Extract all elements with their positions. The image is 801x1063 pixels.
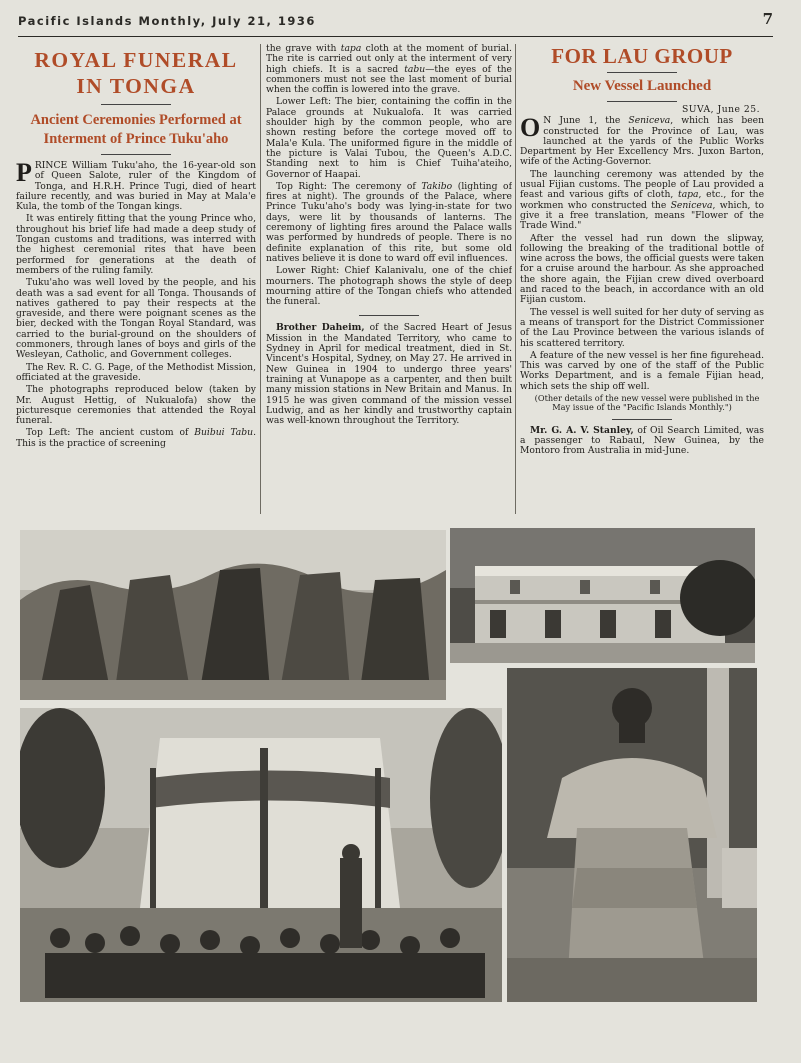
- subhead-rule: [607, 101, 677, 102]
- paragraph-text: , which has been constructed for the Province of Lau, was launched at the yards of the Public Works Department by Her Excellency Mrs. Juxon Barton, wife of the Acting-Governor.: [520, 115, 764, 168]
- article-paragraph: The Rev. R. C. G. Page, of the Methodist Mission, officiated at the graveside.: [16, 361, 256, 383]
- drop-cap: O: [520, 113, 541, 143]
- column-3: [520, 44, 764, 516]
- column-divider: [515, 44, 516, 514]
- article-paragraph: The photographs reproduced below (taken by Mr. August Hettig, of Nukualofa) show the picturesque ceremonies that attended the Royal funeral.: [16, 384, 256, 427]
- paragraph-text: The launching ceremony was attended by the usual Fijian customs. The people of Lau provided a feast and various gifts of cloth,: [520, 168, 764, 201]
- paragraph-text: (lighting of fires at night). The grounds of the Palace, where Prince Tuku'aho's body was lying-in-state for two days, were lit by thousands of lanterns. The ceremony of lighting fires around the Palace walls was performed by hundreds of people. There is no definite explanation of this rite, but some old natives believe it is done to ward off evil influences.: [266, 180, 512, 264]
- column-2: [266, 44, 512, 516]
- paragraph-text: This is the practice of screening: [16, 437, 166, 449]
- photo-bier: [20, 708, 502, 1002]
- running-header: [18, 10, 773, 36]
- editor-note: (Other details of the new vessel were published in the May issue of the "Pacific Islands Monthly."): [534, 393, 760, 413]
- italic-term: Takibo: [421, 180, 453, 192]
- paragraph-text: RINCE William Tuku'aho, the 16-year-old son of Queen Salote, ruler of the Kingdom of Tonga, and H.R.H. Prince Tugi, died of heart failure recently, and was buried in May at Mala'e Kula, the tomb of the Tongan kings.: [16, 160, 256, 213]
- photo-palace: [450, 528, 755, 663]
- article-paragraph: Lower Left: The bier, containing the coffin in the Palace grounds at Nukualofa. It was carried shoulder high by the common people, who are shown resting before the cortege moved off to Mala'e Kula. The uniformed figure in the middle of the picture is Valai Tubou, the Queen's A.D.C. Standing next to him is Chief Tuiha'ateiho, Governor of Haapai.: [266, 96, 512, 180]
- paragraph-text: N June 1, the: [543, 115, 629, 127]
- italic-term: Seniceva: [628, 115, 671, 127]
- dateline: SUVA, June 25.: [681, 104, 760, 115]
- paragraph-text: , etc., for the workmen who constructed the: [520, 189, 764, 211]
- paragraph-text: the grave with: [266, 44, 341, 54]
- article-subhead: Ancient Ceremonies Performed at Interment of Prince Tuku'aho: [30, 112, 242, 147]
- page-number: 7: [762, 10, 773, 28]
- brief-text: of Oil Search Limited, was a passenger to Rabaul, New Guinea, by the Montoro from Australia in mid-June.: [520, 424, 764, 457]
- subhead-rule: [101, 154, 171, 155]
- brief-text: of the Sacred Heart of Jesus Mission in the Mandated Territory, who came to Sydney in April for medical treatment, died in St. Vincent's Hospital, Sydney, on May 27. He arrived in New Guinea in 1904 to undergo three years' training at Vunapope as a carpenter, and then built many mission stations in New Britain and Manus. In 1915 he was given command of the mission vessel Ludwig, and as her kindly and trustworthy captain was well-known throughout the Territory.: [266, 322, 512, 427]
- article-paragraph: [16, 158, 256, 213]
- headline-rule: [101, 104, 171, 105]
- paragraph-text: , which, to give it a free translation, means "Flower of the Trade Wind.": [520, 199, 764, 232]
- article-paragraph: [266, 44, 512, 95]
- article-paragraph: After the vessel had run down the slipway, following the breaking of the traditional bottle of wine across the bows, the official guests were taken for a cruise around the harbour. As she approached the shore again, the Fijian crew dived overboard and raced to the beach, in accordance with an old Fijian custom.: [520, 232, 764, 306]
- header-rule: [18, 36, 773, 37]
- italic-term: tapa: [678, 189, 699, 201]
- headline-rule: [607, 72, 677, 73]
- article-subhead: New Vessel Launched: [572, 78, 712, 94]
- photo-buibui-tabu: [20, 530, 446, 700]
- article-paragraph: Tuku'aho was well loved by the people, and his death was a sad event for all Tonga. Thousands of natives gathered to pay their respects at the graveside, and there were poignant scenes as the bier, decked with the Tongan Royal Standard, was carried to the burial-ground on the shoulders of commoners, through lanes of boys and girls of the Wesleyan, Catholic, and Government colleges.: [16, 277, 256, 361]
- article-paragraph: [16, 428, 256, 449]
- section-divider: [612, 419, 672, 420]
- paragraph-text: cloth at the moment of burial. The rite is carried out only at the interment of very high chiefs. It is a sacred: [266, 44, 512, 75]
- article-paragraph: It was entirely fitting that the young Prince who, throughout his brief life had made a deep study of Tongan customs and traditions, was interred with the highest ceremonial rites that have been performed for generations at the death of members of the ruling family.: [16, 213, 256, 276]
- article-paragraph: The vessel is well suited for her duty of serving as a means of transport for the District Commissioner of the Lau Province between the various islands of his scattered territory.: [520, 306, 764, 349]
- photo-chief-kalanivalu: [507, 668, 757, 1002]
- news-brief: [266, 323, 512, 426]
- paragraph-text: Top Left: The ancient custom of: [26, 427, 195, 439]
- brief-name: Mr. G. A. V. Stanley,: [530, 424, 634, 436]
- drop-cap: P: [16, 158, 32, 187]
- column-divider: [260, 44, 261, 514]
- paragraph-text: Top Right: The ceremony of: [276, 180, 422, 192]
- section-divider: [359, 315, 419, 316]
- article-paragraph: [266, 182, 512, 264]
- article-paragraph: Lower Right: Chief Kalanivalu, one of the chief mourners. The photograph shows the style of deep mourning attire of the Tongan chiefs who attended the funeral.: [266, 265, 512, 308]
- article-paragraph: [520, 113, 764, 168]
- italic-term: Seniceva: [670, 199, 713, 211]
- article-headline: FOR LAU GROUP: [551, 44, 733, 68]
- article-headline: [16, 47, 256, 99]
- headline-line-2: IN TONGA: [76, 74, 196, 98]
- headline-line-1: ROYAL FUNERAL: [34, 48, 238, 72]
- article-paragraph: [520, 170, 764, 232]
- italic-term: Buibui Tabu.: [194, 427, 256, 439]
- paragraph-text: —the eyes of the commoners must not see the last moment of burial when the coffin is lowered into the grave.: [266, 63, 512, 96]
- brief-name: Brother Daheim,: [276, 322, 365, 334]
- italic-term: tabu: [404, 63, 426, 75]
- news-brief: [520, 426, 764, 457]
- italic-term: tapa: [340, 44, 362, 54]
- running-title: Pacific Islands Monthly, July 21, 1936: [18, 14, 316, 28]
- article-paragraph: A feature of the new vessel is her fine figurehead. This was carved by one of the staff of the Public Works Department, and is a female Fijian head, which sets the ship off well.: [520, 349, 764, 392]
- column-1: [16, 44, 256, 516]
